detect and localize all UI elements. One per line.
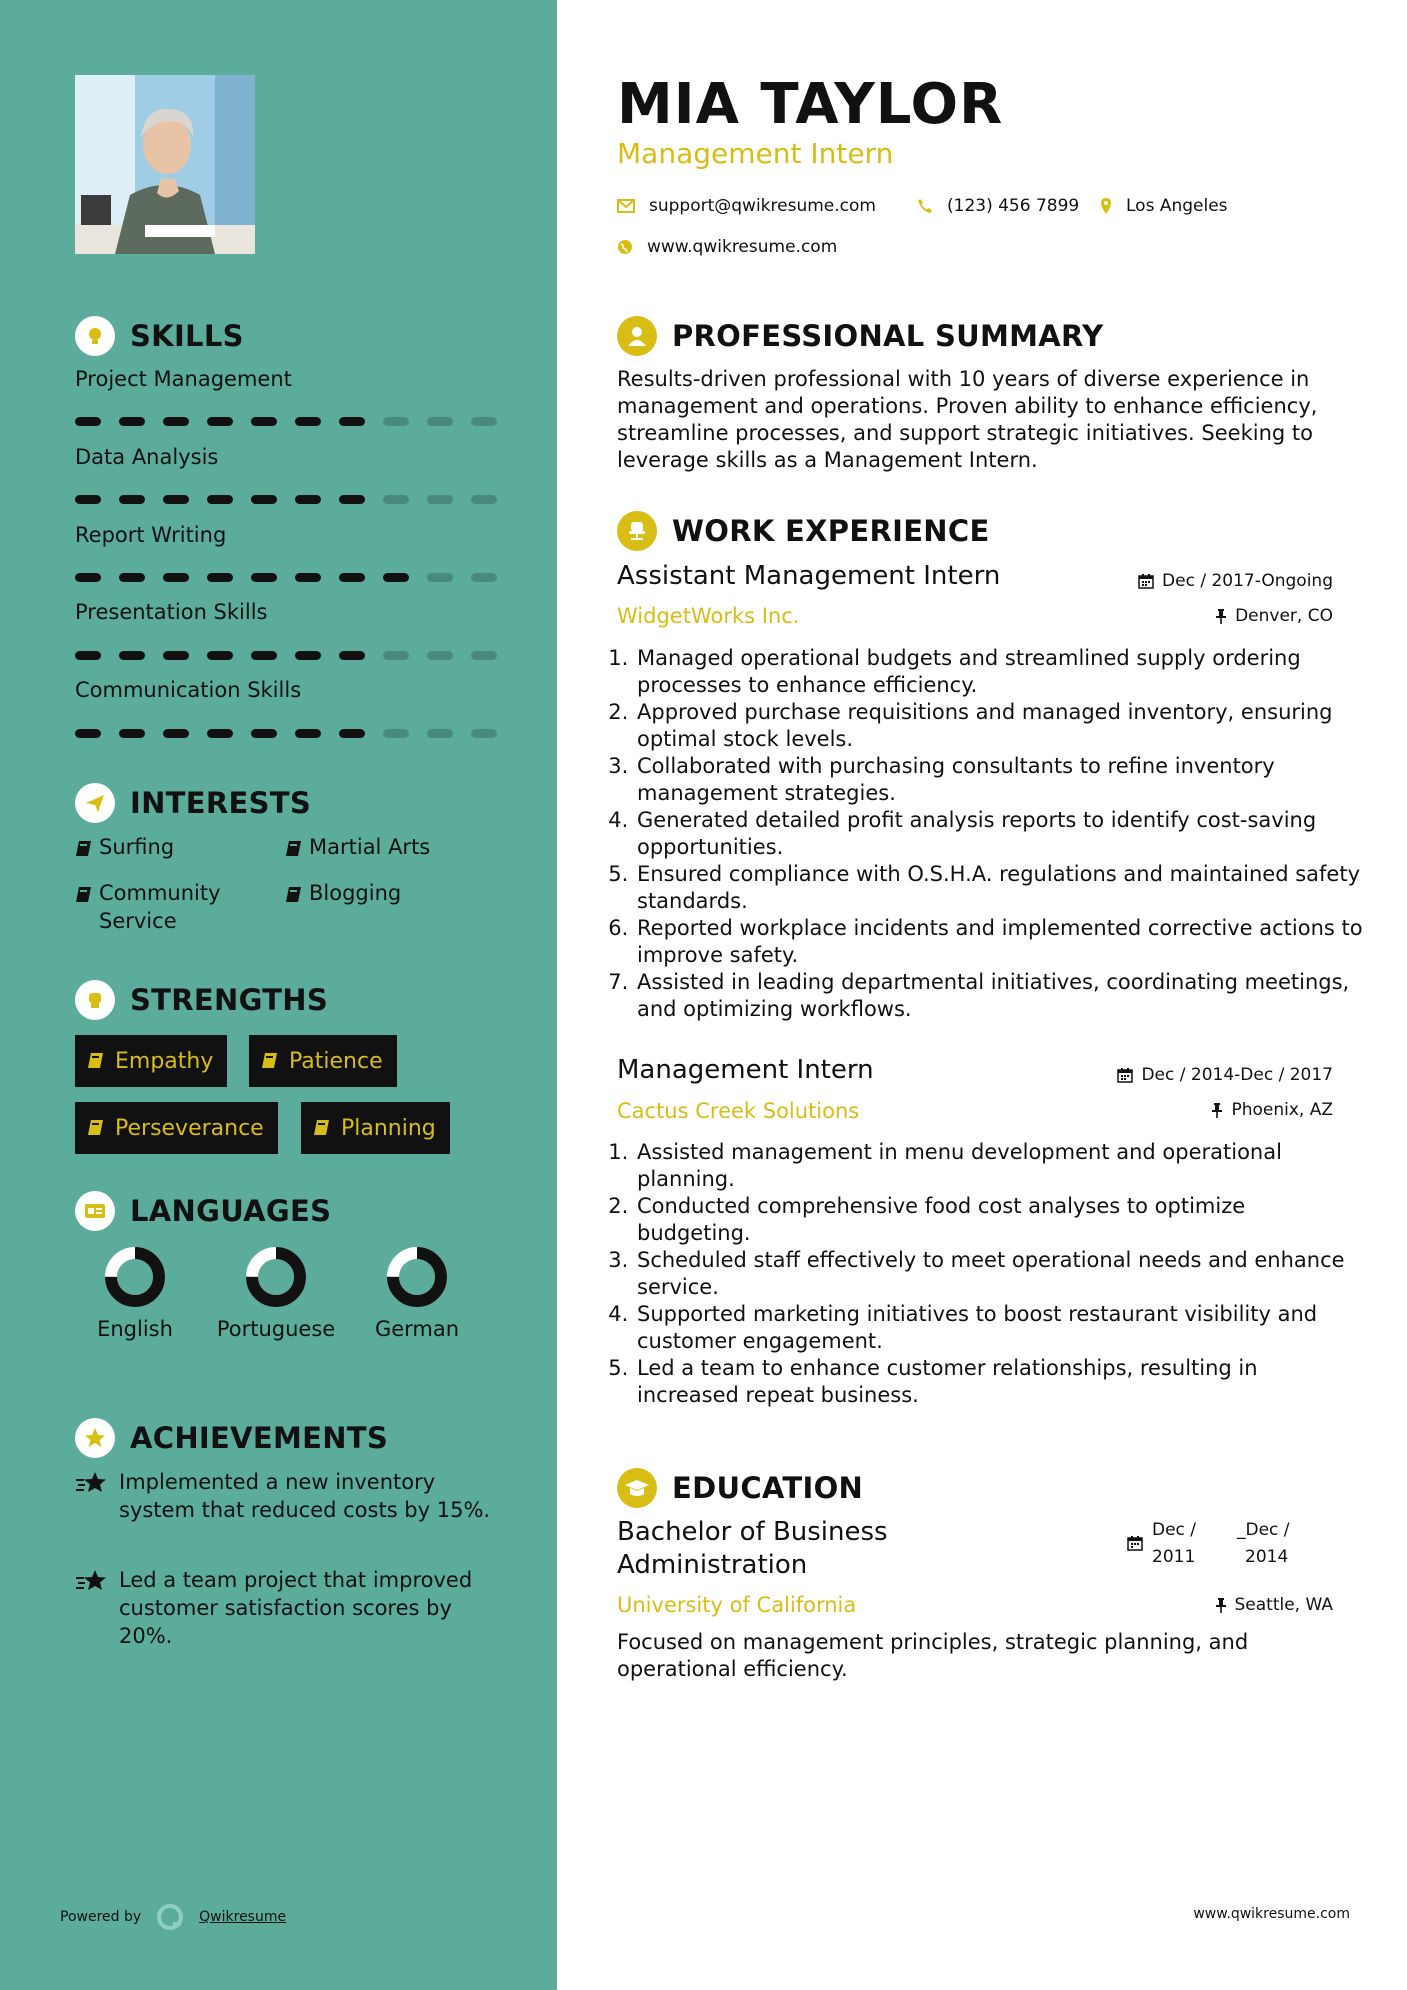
globe-icon (617, 239, 633, 255)
interests-heading: INTERESTS (75, 783, 311, 823)
language-level-ring (244, 1245, 308, 1309)
fist-icon (75, 980, 115, 1020)
book-icon (75, 837, 99, 865)
graduation-cap-icon (617, 1468, 657, 1508)
skill-name: Data Analysis (75, 445, 219, 469)
skills-heading: SKILLS (75, 316, 244, 356)
skill-level-segment (163, 729, 189, 738)
interest-item: Blogging (285, 879, 401, 911)
skill-level-segment (295, 729, 321, 738)
skill-level-segment (207, 495, 233, 504)
duty-item: 2. Conducted comprehensive food cost analyses to optimize budgeting. (635, 1193, 1365, 1247)
lightbulb-icon (75, 316, 115, 356)
skill-level-segment (119, 573, 145, 582)
duty-item: 5. Led a team to enhance customer relationships, resulting in increased repeat business. (635, 1355, 1365, 1409)
skill-level-segment (119, 651, 145, 660)
skill-level-segment (75, 573, 101, 582)
duty-item: 3. Scheduled staff effectively to meet operational needs and enhance service. (635, 1247, 1365, 1301)
skill-level-segment (383, 573, 409, 582)
languages-heading: LANGUAGES (75, 1191, 331, 1231)
pushpin-icon (1211, 1102, 1223, 1118)
skill-level-segment (339, 495, 365, 504)
calendar-icon (1117, 1067, 1133, 1083)
skill-level-segment (75, 729, 101, 738)
star-icon (75, 1418, 115, 1458)
summary-text: Results-driven professional with 10 years of diverse experience in management and operations. Proven ability to enhance efficiency, streamline processes, and support strategic initiatives. Seeking to leverage skills as a Management Intern. (617, 367, 1318, 472)
skill-level-segment (471, 417, 497, 426)
location-text: Los Angeles (1126, 196, 1228, 216)
skill-level-segment (207, 651, 233, 660)
achievement-item: Implemented a new inventory system that reduced costs by 15%. (75, 1468, 495, 1524)
strength-tag: Perseverance (75, 1102, 278, 1154)
book-icon (285, 837, 309, 865)
office-chair-icon (617, 511, 657, 551)
strengths-heading: STRENGTHS (75, 980, 328, 1020)
candidate-role: Management Intern (617, 137, 894, 170)
skill-level-segment (295, 417, 321, 426)
education-description: Focused on management principles, strategic planning, and operational efficiency. (617, 1630, 1249, 1681)
skill-level-segment (339, 417, 365, 426)
education-heading: EDUCATION (617, 1468, 863, 1508)
skill-level-segment (119, 417, 145, 426)
shooting-star-icon (75, 1470, 109, 1496)
book-icon (75, 883, 99, 935)
calendar-icon (1127, 1535, 1143, 1551)
skill-level-segment (295, 651, 321, 660)
pushpin-icon (1215, 1597, 1227, 1613)
skill-level-segment (339, 651, 365, 660)
website-contact (617, 237, 837, 257)
job-date: Dec / 2014-Dec / 2017 (1117, 1065, 1333, 1085)
book-icon (285, 883, 309, 911)
language-item (70, 1245, 200, 1343)
education-start-date: Dec / 2011 (1152, 1520, 1197, 1567)
skill-level-segment (119, 729, 145, 738)
duty-item: 4. Supported marketing initiatives to boost restaurant visibility and customer engagement. (635, 1301, 1365, 1355)
job-duties (609, 645, 1365, 1023)
experience-heading: WORK EXPERIENCE (617, 511, 990, 551)
skill-level-segment (427, 651, 453, 660)
envelope-icon (617, 199, 635, 213)
email-link[interactable]: support@qwikresume.com (649, 196, 876, 216)
candidate-name: MIA TAYLOR (617, 72, 1004, 137)
skill-level-segment (295, 495, 321, 504)
skill-level-segment (207, 417, 233, 426)
skill-level-segment (339, 729, 365, 738)
calendar-icon (1138, 573, 1154, 589)
phone-number[interactable]: (123) 456 7899 (947, 196, 1080, 216)
education-location: Seattle, WA (1215, 1595, 1334, 1615)
skill-level-segment (383, 651, 409, 660)
skill-level-segment (251, 417, 277, 426)
job-duties (609, 1139, 1365, 1409)
job-location: Denver, CO (1215, 606, 1333, 626)
skill-level-segment (75, 495, 101, 504)
phone-contact (917, 196, 1079, 216)
duty-item: 2. Approved purchase requisitions and managed inventory, ensuring optimal stock levels. (635, 699, 1365, 753)
skill-level-segment (427, 495, 453, 504)
user-icon (617, 316, 657, 356)
strength-tag: Planning (301, 1102, 450, 1154)
interest-item: Martial Arts (285, 833, 430, 865)
skill-level-segment (383, 729, 409, 738)
job-date: Dec / 2017-Ongoing (1138, 571, 1333, 591)
duty-item: 1. Managed operational budgets and streamlined supply ordering processes to enhance efficiency. (635, 645, 1365, 699)
achievements-heading: ACHIEVEMENTS (75, 1418, 388, 1458)
skill-level-segment (119, 495, 145, 504)
language-name: English (97, 1317, 173, 1341)
language-name: Portuguese (216, 1317, 336, 1341)
language-level-ring (103, 1245, 167, 1309)
skill-level-segment (471, 573, 497, 582)
duty-item: 5. Ensured compliance with O.S.H.A. regulations and maintained safety standards. (635, 861, 1365, 915)
skill-level-segment (383, 495, 409, 504)
book-icon (87, 1119, 105, 1137)
skill-level-segment (339, 573, 365, 582)
duty-item: 4. Generated detailed profit analysis reports to identify cost-saving opportunities. (635, 807, 1365, 861)
job-company: WidgetWorks Inc. (617, 604, 800, 628)
skill-level-segment (163, 573, 189, 582)
skill-name: Communication Skills (75, 678, 302, 702)
skill-level-segment (427, 417, 453, 426)
sidebar (0, 0, 557, 1990)
strength-tag: Patience (249, 1035, 397, 1087)
skill-level-segment (251, 651, 277, 660)
language-name: German (374, 1317, 460, 1341)
email-contact (617, 196, 876, 216)
job-location: Phoenix, AZ (1211, 1100, 1333, 1120)
book-icon (87, 1052, 105, 1070)
skill-level-segment (75, 417, 101, 426)
job-title: Assistant Management Intern (617, 561, 1001, 591)
skill-level-segment (471, 729, 497, 738)
book-icon (261, 1052, 279, 1070)
skill-level-segment (427, 573, 453, 582)
education-school: University of California (617, 1593, 857, 1617)
language-item (352, 1245, 482, 1343)
qwikresume-link[interactable]: Qwikresume (199, 1909, 287, 1925)
skill-level-segment (163, 417, 189, 426)
strength-tag: Empathy (75, 1035, 227, 1087)
skill-level-segment (251, 729, 277, 738)
skill-name: Project Management (75, 367, 292, 391)
interest-item: Community Service (75, 879, 265, 935)
duty-item: 3. Collaborated with purchasing consultants to refine inventory management strategies. (635, 753, 1365, 807)
skill-level-segment (163, 495, 189, 504)
profile-photo (75, 75, 255, 254)
qwikresume-logo-icon (155, 1902, 185, 1932)
skill-level-segment (383, 417, 409, 426)
job-title: Management Intern (617, 1055, 874, 1085)
skill-level-segment (471, 651, 497, 660)
id-card-icon (75, 1191, 115, 1231)
powered-by: Powered by Qwikresume (60, 1902, 286, 1932)
footer-website[interactable]: www.qwikresume.com (1193, 1906, 1350, 1922)
skill-level-segment (207, 573, 233, 582)
duty-item: 1. Assisted management in menu development and operational planning. (635, 1139, 1365, 1193)
shooting-star-icon (75, 1568, 109, 1594)
interest-item: Surfing (75, 833, 174, 865)
education-degree: Bachelor of Business Administration (617, 1517, 888, 1580)
job-company: Cactus Creek Solutions (617, 1099, 860, 1123)
education-end-date: _Dec / 2014 (1237, 1520, 1290, 1567)
skill-level-segment (251, 495, 277, 504)
skill-name: Presentation Skills (75, 600, 268, 624)
duty-item: 7. Assisted in leading departmental initiatives, coordinating meetings, and optimizing workflows. (635, 969, 1365, 1023)
book-icon (313, 1119, 331, 1137)
duty-item: 6. Reported workplace incidents and implemented corrective actions to improve safety. (635, 915, 1365, 969)
skill-level-segment (163, 651, 189, 660)
pushpin-icon (1215, 608, 1227, 624)
skill-name: Report Writing (75, 523, 227, 547)
skill-level-segment (295, 573, 321, 582)
skill-level-segment (75, 651, 101, 660)
website-link[interactable]: www.qwikresume.com (647, 237, 838, 257)
map-pin-icon (1100, 197, 1112, 215)
language-item (211, 1245, 341, 1343)
location-contact (1100, 196, 1228, 216)
skill-level-segment (471, 495, 497, 504)
phone-icon (917, 198, 933, 214)
language-level-ring (385, 1245, 449, 1309)
achievement-item: Led a team project that improved customer satisfaction scores by 20%. (75, 1566, 495, 1650)
skill-level-segment (207, 729, 233, 738)
summary-heading: PROFESSIONAL SUMMARY (617, 316, 1103, 356)
skill-level-segment (427, 729, 453, 738)
skill-level-segment (251, 573, 277, 582)
paper-plane-icon (75, 783, 115, 823)
